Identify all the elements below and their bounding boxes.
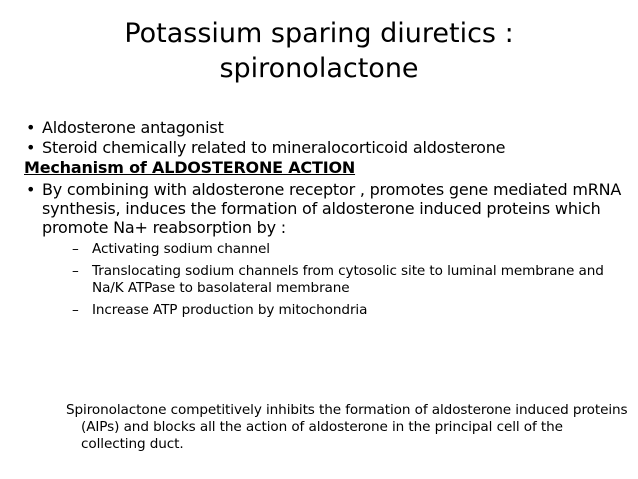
sub-bullet-text: Increase ATP production by mitochondria: [92, 302, 368, 318]
bullet-item: [24, 138, 624, 157]
bullet-mark: •: [26, 180, 36, 199]
sub-bullet-text: Translocating sodium channels from cytosolic site to luminal membrane and Na/K ATPase to basolateral membrane: [92, 263, 604, 296]
bullet-mark: •: [26, 138, 36, 157]
title-line-1: Potassium sparing diuretics :: [124, 18, 514, 49]
slide-title: [40, 16, 598, 86]
bullet-text: Aldosterone antagonist: [42, 118, 224, 137]
title-line-2: spironolactone: [219, 53, 419, 84]
sub-bullet-item: [24, 241, 624, 258]
bullet-text: Steroid chemically related to mineralocorticoid aldosterone: [42, 138, 506, 157]
dash-mark: –: [72, 302, 79, 318]
sub-bullet-item: [24, 302, 624, 319]
sub-bullet-list: [24, 241, 624, 319]
sub-bullet-item: [24, 263, 624, 297]
section-heading: Mechanism of ALDOSTERONE ACTION: [24, 158, 356, 177]
bullet-item: [24, 118, 624, 137]
slide-content: [24, 118, 624, 324]
bullet-item: [24, 180, 624, 237]
bullet-mark: •: [26, 118, 36, 137]
dash-mark: –: [72, 241, 79, 257]
sub-bullet-text: Activating sodium channel: [92, 241, 270, 257]
bullet-text: By combining with aldosterone receptor , promotes gene mediated mRNA synthesis, induces the formation of aldosterone induced proteins which promote Na+ reabsorption by :: [42, 180, 622, 237]
dash-mark: –: [72, 263, 79, 279]
note-paragraph: Spironolactone competitively inhibits the formation of aldosterone induced proteins (AIPs) and blocks all the action of aldosterone in the principal cell of the collecting duct.: [66, 402, 628, 452]
